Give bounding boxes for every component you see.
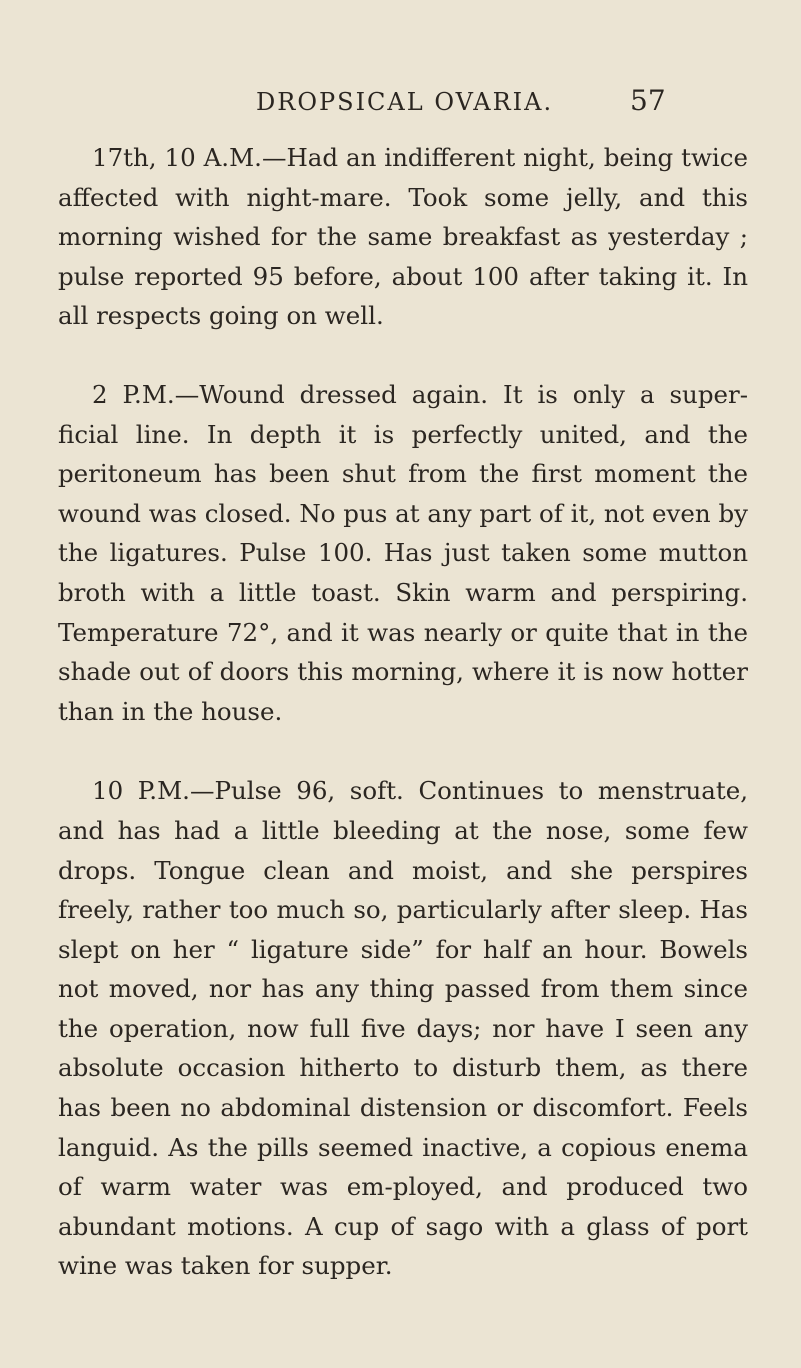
paragraph: 2 P.M.—Wound dressed again. It is only a super-ficial line. In depth it is perfectly united, and the peritoneum has been shut from the first moment the wound was closed. No pus at any part of it, not even by the ligatures. Pulse 100. Has just taken some mutton broth with a little toast. Skin warm and perspiring. Temperature 72°, and it was nearly or quite that in the shade out of doors this morning, where it is now hotter than in the house. (58, 379, 748, 726)
page-header (0, 84, 801, 124)
page-number: 57 (630, 84, 666, 117)
running-title: DROPSICAL OVARIA. (256, 88, 554, 116)
paragraph: 17th, 10 A.M.—Had an indifferent night, being twice affected with night-mare. Took some jelly, and this morning wished for the same breakfast as yesterday ; pulse reported 95 before, about 100 after taking it. In all respects going on well. (58, 143, 748, 331)
paragraph: 10 P.M.—Pulse 96, soft. Continues to menstruate, and has had a little bleeding at the nose, some few drops. Tongue clean and moist, and she perspires freely, rather too much so, particularly after sleep. Has slept on her “ ligature side” for half an hour. Bowels not moved, nor has any thing passed from them since the operation, now full five days; nor have I seen any absolute occasion hitherto to disturb them, as there has been no abdominal distension or discomfort. Feels languid. As the pills seemed inactive, a copious enema of warm water was em-ployed, and produced two abundant motions. A cup of sago with a glass of port wine was taken for supper. (58, 776, 748, 1281)
body-text (58, 138, 748, 1286)
